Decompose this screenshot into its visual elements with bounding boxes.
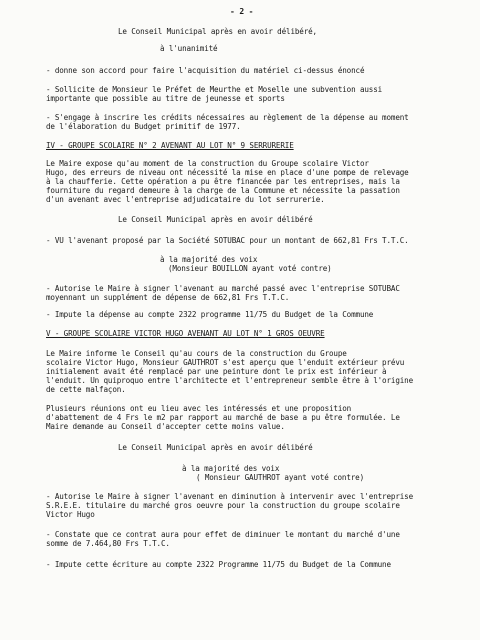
vote-result: à la majorité des voix — [160, 255, 258, 264]
vote-note: (Monsieur BOUILLON ayant voté contre) — [168, 264, 332, 273]
vote-note: ( Monsieur GAUTHROT ayant voté contre) — [196, 473, 365, 482]
paragraph-line: Plusieurs réunions ont eu lieu avec les intéressés et une proposition — [46, 404, 352, 413]
paragraph-line: Le Maire expose qu'au moment de la construction du Groupe scolaire Victor — [46, 159, 369, 168]
council-deliberation-intro: Le Conseil Municipal après en avoir délibéré — [118, 215, 313, 224]
section-heading: IV - GROUPE SCOLAIRE N° 2 AVENANT AU LOT N° 9 SERRURERIE — [46, 141, 294, 150]
paragraph-line: Hugo, des erreurs de niveau ont nécessité la mise en place d'une pompe de relevage — [46, 168, 409, 177]
resolution-item: - Autorise le Maire à signer l'avenant au marché passé avec l'entreprise SOTUBAC — [46, 284, 400, 293]
resolution-item-cont: de l'élaboration du Budget primitif de 1977. — [46, 122, 241, 131]
resolution-item: - S'engage à inscrire les crédits nécessaires au règlement de la dépense au moment — [46, 113, 409, 122]
section-heading: V - GROUPE SCOLAIRE VICTOR HUGO AVENANT AU LOT N° 1 GROS OEUVRE — [46, 329, 325, 338]
paragraph-line: initialement avait été remplacé par une peinture dont le prix est inférieur à — [46, 367, 387, 376]
paragraph-line: Maire demande au Conseil d'accepter cette moins value. — [46, 422, 285, 431]
resolution-item: - Constate que ce contrat aura pour effet de diminuer le montant du marché d'une — [46, 530, 400, 539]
resolution-item: - Impute cette écriture au compte 2322 Programme 11/75 du Budget de la Commune — [46, 560, 391, 569]
resolution-item-cont: somme de 7.464,80 Frs T.T.C. — [46, 539, 170, 548]
paragraph-line: Le Maire informe le Conseil qu'au cours de la construction du Groupe — [46, 349, 347, 358]
resolution-item: - Autorise le Maire à signer l'avenant en diminution à intervenir avec l'entreprise — [46, 492, 414, 501]
resolution-item-cont: importante que possible au titre de jeunesse et sports — [46, 94, 285, 103]
vote-result: à la majorité des voix — [182, 464, 280, 473]
page-number: - 2 - — [230, 7, 254, 16]
resolution-item: - VU l'avenant proposé par la Société SOTUBAC pour un montant de 662,81 Frs T.T.C. — [46, 236, 409, 245]
resolution-item-cont: Victor Hugo — [46, 510, 95, 519]
paragraph-line: à la chaufferie. Cette opération a pu être financée par les entreprises, mais la — [46, 177, 400, 186]
paragraph-line: de cette malfaçon. — [46, 385, 126, 394]
paragraph-line: scolaire Victor Hugo, Monsieur GAUTHROT s'est aperçu que l'enduit extérieur prévu — [46, 358, 405, 367]
council-deliberation-intro: Le Conseil Municipal après en avoir délibéré, — [118, 27, 317, 36]
paragraph-line: d'abattement de 4 Frs le m2 par rapport au marché de base a pu être formulée. Le — [46, 413, 400, 422]
paragraph-line: d'un avenant avec l'entreprise adjudicataire du lot serrurerie. — [46, 195, 325, 204]
resolution-item-cont: moyennant un supplément de dépense de 662,81 Frs T.T.C. — [46, 293, 290, 302]
resolution-item: - Impute la dépense au compte 2322 programme 11/75 du Budget de la Commune — [46, 310, 374, 319]
resolution-item: - Sollicite de Monsieur le Préfet de Meurthe et Moselle une subvention aussi — [46, 85, 383, 94]
paragraph-line: l'enduit. Un quiproquo entre l'architecte et l'entrepreneur semble être à l'origine — [46, 376, 414, 385]
paragraph-line: fourniture du regard demeure à la charge de la Commune et nécessite la passation — [46, 186, 400, 195]
resolution-item: - donne son accord pour faire l'acquisition du matériel ci-dessus énoncé — [46, 66, 365, 75]
vote-result: à l'unanimité — [160, 44, 218, 53]
council-deliberation-intro: Le Conseil Municipal après en avoir délibéré — [118, 443, 313, 452]
resolution-item-cont: S.R.E.E. titulaire du marché gros oeuvre pour la construction du groupe scolaire — [46, 501, 400, 510]
